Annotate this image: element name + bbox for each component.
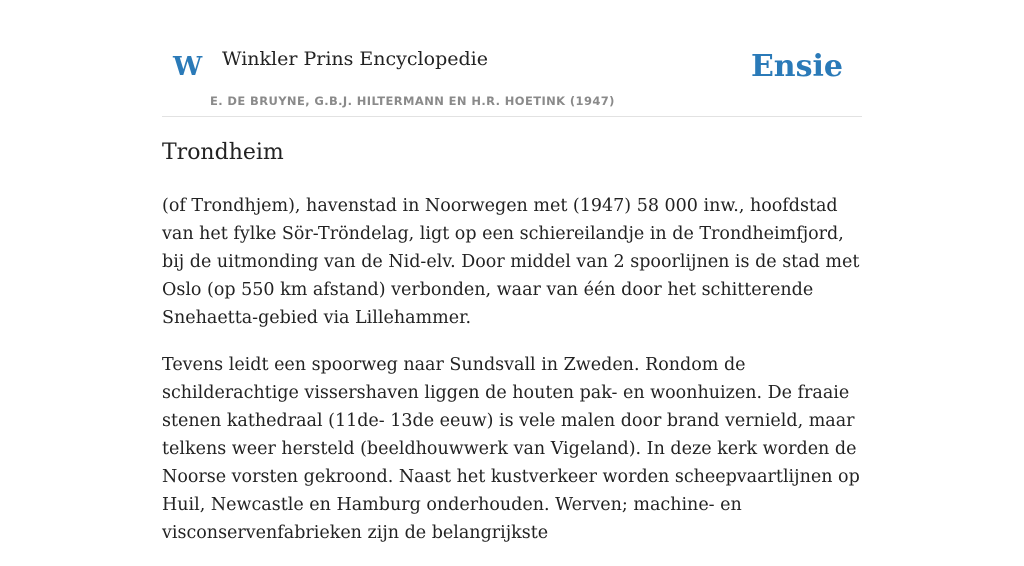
article-title: Trondheim	[162, 140, 284, 165]
article-paragraph-2: Tevens leidt een spoorweg naar Sundsvall in Zweden. Rondom de schilderachtige vissershaven liggen de houten pak- en woonhuizen. De fraaie stenen kathedraal (11de- 13de eeuw) is vele malen door brand vernield, maar telkens weer hersteld (beeldhouwwerk van Vigeland). In deze kerk worden de Noorse vorsten gekroond. Naast het kustverkeer worden scheepvaartlijnen op Huil, Newcastle en Hamburg onderhouden. Werven; machine- en visconservenfabrieken zijn de belangrijkste	[162, 355, 860, 543]
site-title-link[interactable]: Winkler Prins Encyclopedie	[222, 48, 488, 70]
ensie-brand-link[interactable]: Ensie	[750, 49, 843, 84]
article-body	[162, 192, 862, 566]
article-paragraph-1: (of Trondhjem), havenstad in Noorwegen met (1947) 58 000 inw., hoofdstad van het fylke Sör-Tröndelag, ligt op een schiereilandje in de Trondheimfjord, bij de uitmonding van de Nid-elv. Door middel van 2 spoorlijnen is de stad met Oslo (op 550 km afstand) verbonden, waar van één door het schitterende Snehaetta-gebied via Lillehammer.	[162, 196, 860, 328]
authors-byline: E. DE BRUYNE, G.B.J. HILTERMANN EN H.R. HOETINK (1947)	[210, 94, 615, 108]
winkler-prins-logo[interactable]: W	[173, 52, 203, 82]
site-header	[162, 40, 862, 117]
